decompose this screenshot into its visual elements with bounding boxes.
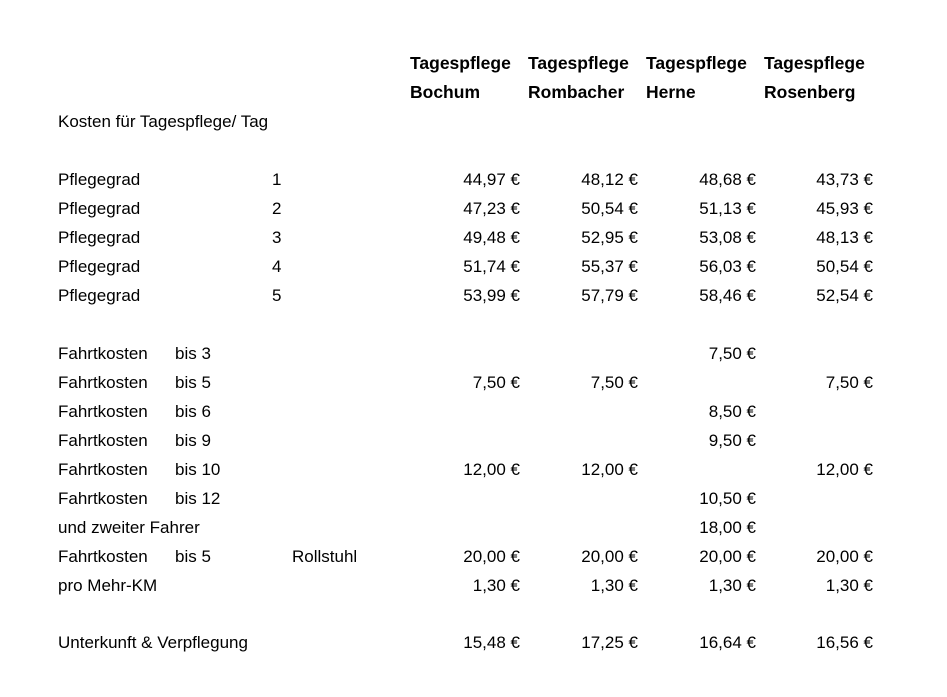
price-cell: 16,64 € <box>699 633 756 652</box>
price-cell: 1,30 € <box>708 576 756 595</box>
price-cell: 51,74 € <box>463 257 520 276</box>
column-header-line2: Rosenberg <box>764 82 856 102</box>
price-cell: 57,79 € <box>581 286 638 305</box>
column-header-line1: Tagespflege <box>410 53 511 73</box>
price-cell: 9,50 € <box>708 431 756 450</box>
column-header-line2: Rombacher <box>528 82 625 102</box>
row-label: Fahrtkosten <box>58 460 148 479</box>
row-label: Fahrtkosten <box>58 489 148 508</box>
price-cell: 47,23 € <box>463 199 520 218</box>
row-label: pro Mehr-KM <box>58 576 158 595</box>
price-cell: 56,03 € <box>699 257 756 276</box>
price-cell: 51,13 € <box>699 199 756 218</box>
price-cell: 55,37 € <box>581 257 638 276</box>
price-cell: 52,95 € <box>581 228 638 247</box>
price-cell: 50,54 € <box>816 257 873 276</box>
row-label: Unterkunft & Verpflegung <box>58 633 248 652</box>
price-cell: 20,00 € <box>581 547 638 566</box>
price-cell: 12,00 € <box>581 460 638 479</box>
price-cell: 1,30 € <box>825 576 873 595</box>
row-label: Pflegegrad <box>58 286 141 305</box>
price-cell: 12,00 € <box>816 460 873 479</box>
price-cell: 50,54 € <box>581 199 638 218</box>
grade-value: 2 <box>272 199 282 218</box>
price-cell: 44,97 € <box>463 170 520 189</box>
price-cell: 7,50 € <box>590 373 638 392</box>
row-label: Pflegegrad <box>58 228 141 247</box>
range-label: bis 5 <box>175 373 211 392</box>
row-label: Pflegegrad <box>58 257 141 276</box>
price-cell: 53,99 € <box>463 286 520 305</box>
grade-value: 3 <box>272 228 282 247</box>
price-cell: 48,68 € <box>699 170 756 189</box>
price-cell: 45,93 € <box>816 199 873 218</box>
price-cell: 48,12 € <box>581 170 638 189</box>
row-label: und zweiter Fahrer <box>58 518 200 537</box>
price-cell: 52,54 € <box>816 286 873 305</box>
row-label: Fahrtkosten <box>58 402 148 421</box>
price-cell: 7,50 € <box>825 373 873 392</box>
price-cell: 43,73 € <box>816 170 873 189</box>
price-cell: 17,25 € <box>581 633 638 652</box>
range-label: bis 5 <box>175 547 211 566</box>
price-cell: 48,13 € <box>816 228 873 247</box>
price-cell: 1,30 € <box>590 576 638 595</box>
price-cell: 16,56 € <box>816 633 873 652</box>
row-label: Fahrtkosten <box>58 344 148 363</box>
extra-label: Rollstuhl <box>292 547 358 566</box>
price-cell: 20,00 € <box>699 547 756 566</box>
row-label: Fahrtkosten <box>58 373 148 392</box>
grade-value: 4 <box>272 257 282 276</box>
price-cell: 10,50 € <box>699 489 756 508</box>
row-label: Fahrtkosten <box>58 431 148 450</box>
column-header-line1: Tagespflege <box>646 53 747 73</box>
row-label: Fahrtkosten <box>58 547 148 566</box>
price-cell: 7,50 € <box>472 373 520 392</box>
range-label: bis 9 <box>175 431 211 450</box>
column-header-line2: Herne <box>646 82 696 102</box>
row-label: Pflegegrad <box>58 170 141 189</box>
price-cell: 49,48 € <box>463 228 520 247</box>
price-cell: 15,48 € <box>463 633 520 652</box>
section-title: Kosten für Tagespflege/ Tag <box>58 112 269 131</box>
row-label: Pflegegrad <box>58 199 141 218</box>
price-cell: 8,50 € <box>708 402 756 421</box>
price-cell: 7,50 € <box>708 344 756 363</box>
price-cell: 53,08 € <box>699 228 756 247</box>
price-cell: 12,00 € <box>463 460 520 479</box>
column-header-line2: Bochum <box>410 82 480 102</box>
range-label: bis 6 <box>175 402 211 421</box>
price-cell: 1,30 € <box>472 576 520 595</box>
grade-value: 5 <box>272 286 282 305</box>
price-cell: 58,46 € <box>699 286 756 305</box>
price-cell: 20,00 € <box>816 547 873 566</box>
column-header-line1: Tagespflege <box>528 53 629 73</box>
range-label: bis 10 <box>175 460 221 479</box>
price-cell: 20,00 € <box>463 547 520 566</box>
column-header-line1: Tagespflege <box>764 53 865 73</box>
price-cell: 18,00 € <box>699 518 756 537</box>
range-label: bis 12 <box>175 489 221 508</box>
grade-value: 1 <box>272 170 282 189</box>
range-label: bis 3 <box>175 344 211 363</box>
